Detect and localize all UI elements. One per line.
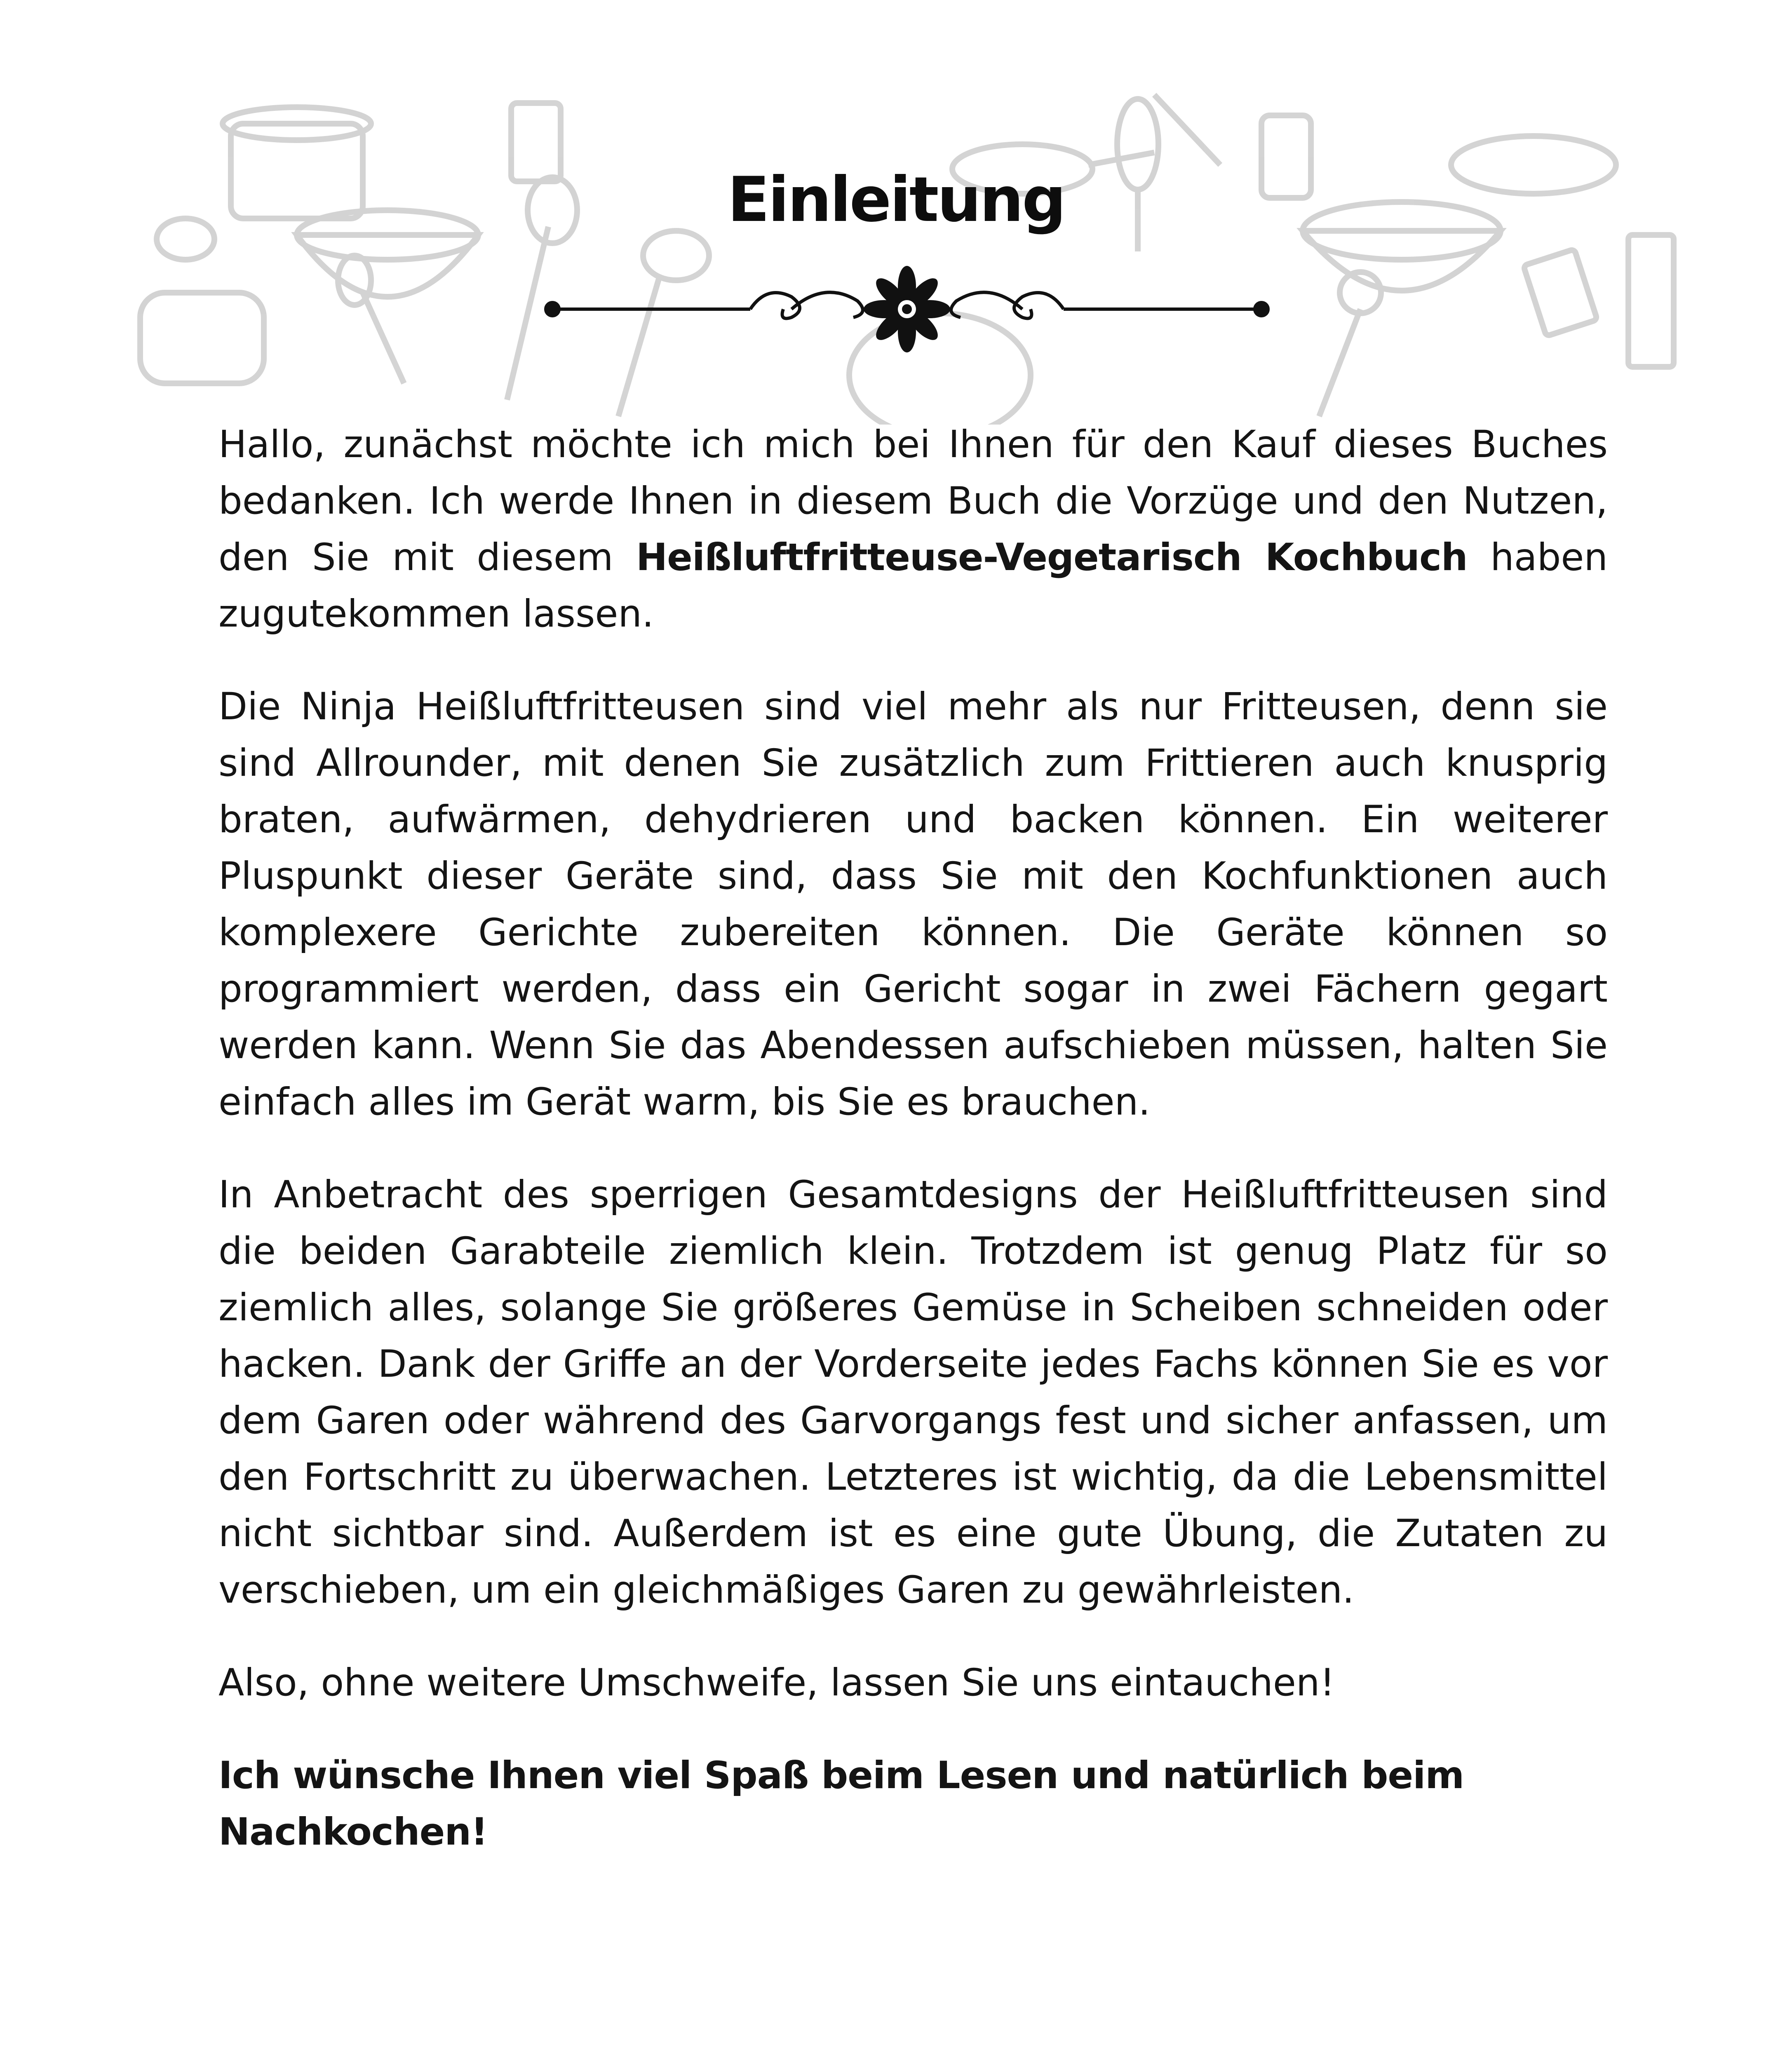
flourish-flower-divider-icon	[536, 264, 1278, 354]
book-title-bold: Heißluftfritteuse-Vegetarisch Kochbuch	[636, 536, 1468, 579]
paragraph-4: Also, ohne weitere Umschweife, lassen Sie uns eintauchen!	[218, 1661, 1335, 1704]
paragraph-3: In Anbetracht des sperrigen Gesamtdesigns der Heißluftfritteusen sind die beiden Garabteile ziemlich klein. Trotzdem ist genug Platz für so ziemlich alles, solange Sie größeres Gemüse in Scheiben schneiden oder hacken. Dank der Griffe an der Vorderseite jedes Fachs können Sie es vor dem Garen oder während des Garvorgangs fest und sicher anfassen, um den Fortschritt zu überwachen. Letzteres ist wichtig, da die Lebensmittel nicht sichtbar sind. Außerdem ist es eine gute Übung, die Zutaten zu verschieben, um ein gleichmäßiges Garen zu gewährleisten.	[218, 1173, 1608, 1612]
paragraph-1-text-end: haben zugutekommen lassen.	[218, 536, 1608, 636]
paragraph-1	[218, 416, 1608, 642]
body-text	[218, 416, 1608, 1897]
closing-line: Ich wünsche Ihnen viel Spaß beim Lesen und natürlich beim Nachkochen!	[218, 1754, 1464, 1854]
paragraph-1-text: Hallo, zunächst möchte ich mich bei Ihnen für den Kauf dieses Buches bedanken. Ich werde Ihnen in diesem Buch die Vorzüge und den Nutzen, den Sie mit diesem	[218, 423, 1608, 579]
page-title: Einleitung	[727, 164, 1065, 236]
kitchen-utensils-header-decoration-icon	[0, 62, 1792, 425]
paragraph-2: Die Ninja Heißluftfritteusen sind viel mehr als nur Fritteusen, denn sie sind Allrounder, mit denen Sie zusätzlich zum Frittieren auch knusprig braten, aufwärmen, dehydrieren und backen können. Ein weiterer Pluspunkt dieser Geräte sind, dass Sie mit den Kochfunktionen auch komplexere Gerichte zubereiten können. Die Geräte können so programmiert werden, dass ein Gericht sogar in zwei Fächern gegart werden kann. Wenn Sie das Abendessen aufschieben müssen, halten Sie einfach alles im Gerät warm, bis Sie es brauchen.	[218, 685, 1608, 1124]
